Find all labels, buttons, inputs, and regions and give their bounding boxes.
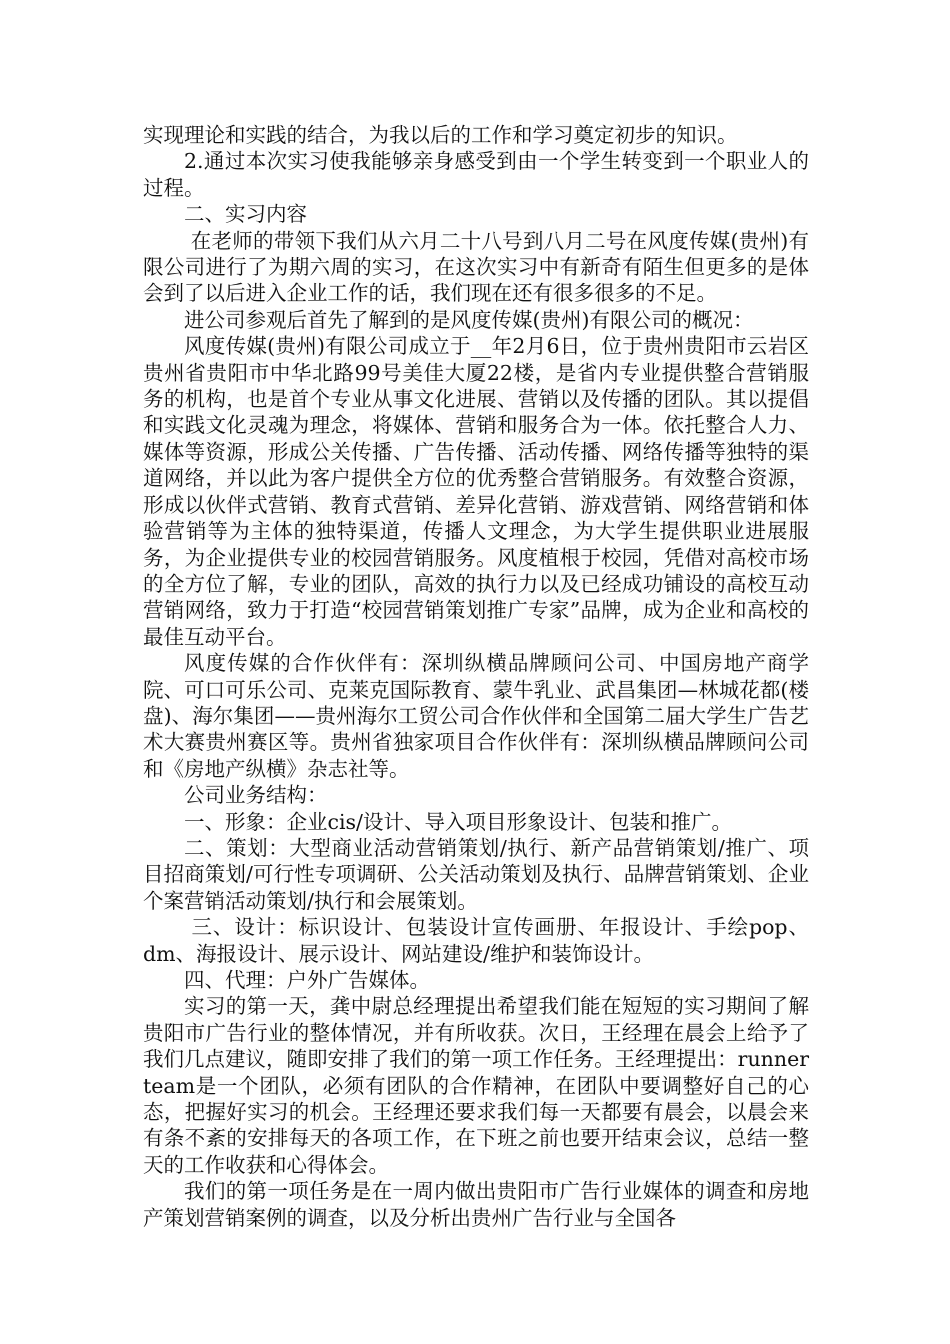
paragraph-intro: 在老师的带领下我们从六月二十八号到八月二号在风度传媒(贵州)有限公司进行了为期六周的实习，在这次实习中有新奇有陌生但更多的是体会到了以后进入企业工作的话，我们现在还有很多很多的不足。 — [143, 228, 809, 306]
paragraph-company-overview-lead: 进公司参观后首先了解到的是风度传媒(贵州)有限公司的概况： — [184, 307, 754, 332]
paragraph-continuation: 实现理论和实践的结合，为我以后的工作和学习奠定初步的知识。 — [143, 123, 738, 147]
paragraph-business-planning: 二、策划：大型商业活动营销策划/执行、新产品营销策划/推广、项目招商策划/可行性专项调研、公关活动策划及执行、品牌营销策划、企业个案营销活动策划/执行和会展策划。 — [143, 835, 809, 913]
paragraph-partners: 风度传媒的合作伙伴有：深圳纵横品牌顾问公司、中国房地产商学院、可口可乐公司、克莱克国际教育、蒙牛乳业、武昌集团—林城花都(楼盘)、海尔集团——贵州海尔工贸公司合作伙伴和全国第二届大学生广告艺术大赛贵州赛区等。贵州省独家项目合作伙伴有：深圳纵横品牌顾问公司和《房地产纵横》杂志社等。 — [143, 651, 809, 781]
paragraph-first-task: 我们的第一项任务是在一周内做出贵阳市广告行业媒体的调查和房地产策划营销案例的调查，以及分析出贵州广告行业与全国各 — [143, 1179, 809, 1230]
document-body — [143, 122, 816, 1231]
paragraph-company-overview: 风度传媒(贵州)有限公司成立于__年2月6日，位于贵州贵阳市云岩区贵州省贵阳市中华北路99号美佳大厦22楼，是省内专业提供整合营销服务的机构，也是首个专业从事文化进展、营销以及传播的团队。其以提倡和实践文化灵魂为理念，将媒体、营销和服务合为一体。依托整合人力、媒体等资源，形成公关传播、广告传播、活动传播、网络传播等独特的渠道网络，并以此为客户提供全方位的优秀整合营销服务。有效整合资源，形成以伙伴式营销、教育式营销、差异化营销、游戏营销、网络营销和体验营销等为主体的独特渠道，传播人文理念，为大学生提供职业进展服务，为企业提供专业的校园营销服务。风度植根于校园，凭借对高校市场的全方位了解，专业的团队，高效的执行力以及已经成功铺设的高校互动营销网络，致力于打造“校园营销策划推广专家”品牌，成为企业和高校的最佳互动平台。 — [143, 334, 809, 649]
paragraph-business-image: 一、形象：企业cis/设计、导入项目形象设计、包装和推广。 — [184, 809, 732, 834]
paragraph-business-agency: 四、代理：户外广告媒体。 — [184, 968, 430, 992]
paragraph-first-day: 实习的第一天，龚中尉总经理提出希望我们能在短短的实习期间了解贵阳市广告行业的整体情况，并有所收获。次日，王经理在晨会上给予了我们几点建议，随即安排了我们的第一项工作任务。王经理提出：runner team是一个团队，必须有团队的合作精神，在团队中要调整好自己的心态，把握好实习的机会。王经理还要求我们每一天都要有晨会，以晨会来有条不紊的安排每天的各项工作，在下班之前也要开结束会议，总结一整天的工作收获和心得体会。 — [143, 994, 816, 1177]
paragraph-business-design: 三、设计：标识设计、包装设计宣传画册、年报设计、手绘pop、dm、海报设计、展示设计、网站建设/维护和装饰设计。 — [143, 915, 809, 966]
paragraph-objective-2: 2.通过本次实习使我能够亲身感受到由一个学生转变到一个职业人的过程。 — [143, 149, 809, 200]
paragraph-business-structure-heading: 公司业务结构： — [184, 783, 328, 808]
section-heading-internship-content: 二、实习内容 — [184, 202, 307, 227]
